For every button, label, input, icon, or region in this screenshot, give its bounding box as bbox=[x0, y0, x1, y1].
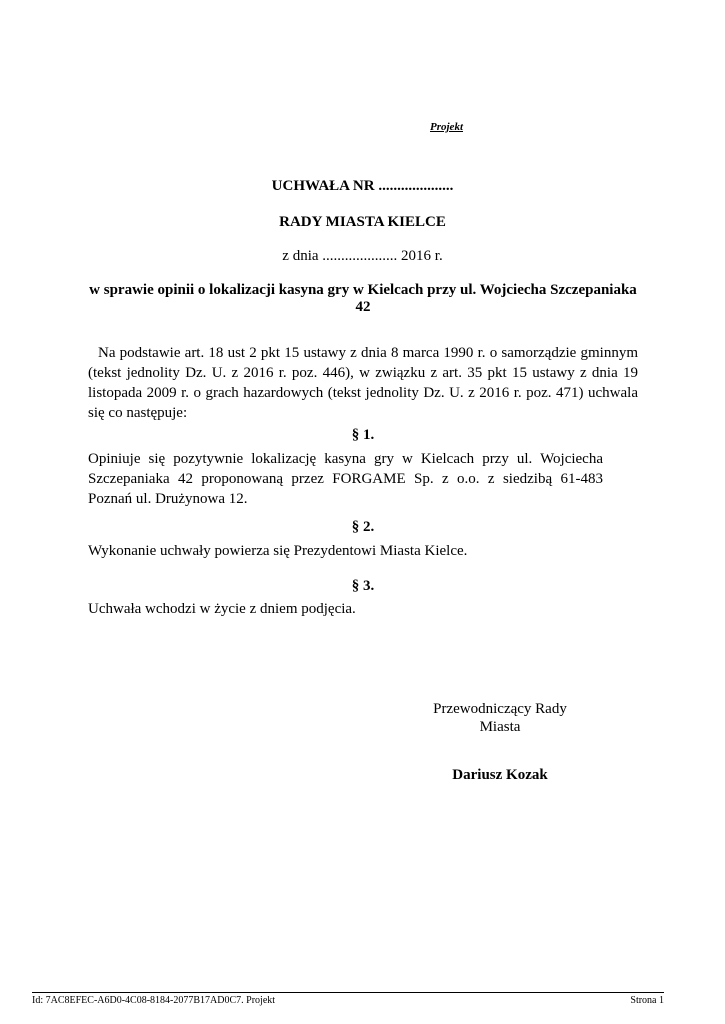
date-line: z dnia .................... 2016 r. bbox=[282, 248, 443, 264]
signer-title: Przewodniczący Rady Miasta bbox=[433, 701, 567, 735]
footer-divider bbox=[32, 992, 664, 993]
legal-basis-paragraph: Na podstawie art. 18 ust 2 pkt 15 ustawy z dnia 8 marca 1990 r. o samorządzie gminnym (tekst jednolity Dz. U. z 2016 r. poz. 446), w związku z art. 35 pkt 15 ustawy z dnia 19 listopada 2009 r. o grach hazardowych (tekst jednolity Dz. U. z 2016 r. poz. 471) uchwala się co następuje: bbox=[88, 345, 638, 421]
section-2-mark: § 2. bbox=[351, 519, 375, 535]
section-1-mark: § 1. bbox=[351, 427, 375, 443]
footer-page-number: Strona 1 bbox=[630, 995, 664, 1006]
signer-name: Dariusz Kozak bbox=[452, 767, 548, 783]
resolution-title: UCHWAŁA NR .................... bbox=[271, 178, 454, 194]
section-3-mark: § 3. bbox=[351, 578, 375, 594]
resolution-subject: w sprawie opinii o lokalizacji kasyna gry w Kielcach przy ul. Wojciecha Szczepaniaka 42 bbox=[89, 282, 637, 315]
section-3-text: Uchwała wchodzi w życie z dniem podjęcia. bbox=[88, 601, 356, 617]
draft-label: Projekt bbox=[430, 121, 463, 133]
council-name: RADY MIASTA KIELCE bbox=[279, 214, 446, 230]
section-1-text: Opiniuje się pozytywnie lokalizację kasyna gry w Kielcach przy ul. Wojciecha Szczepaniaka 42 proponowaną przez FORGAME Sp. z o.o. z siedzibą 61-483 Poznań ul. Drużynowa 12. bbox=[88, 451, 603, 507]
footer-document-id: Id: 7AC8EFEC-A6D0-4C08-8184-2077B17AD0C7. Projekt bbox=[32, 995, 276, 1006]
section-2-text: Wykonanie uchwały powierza się Prezydentowi Miasta Kielce. bbox=[88, 543, 468, 559]
